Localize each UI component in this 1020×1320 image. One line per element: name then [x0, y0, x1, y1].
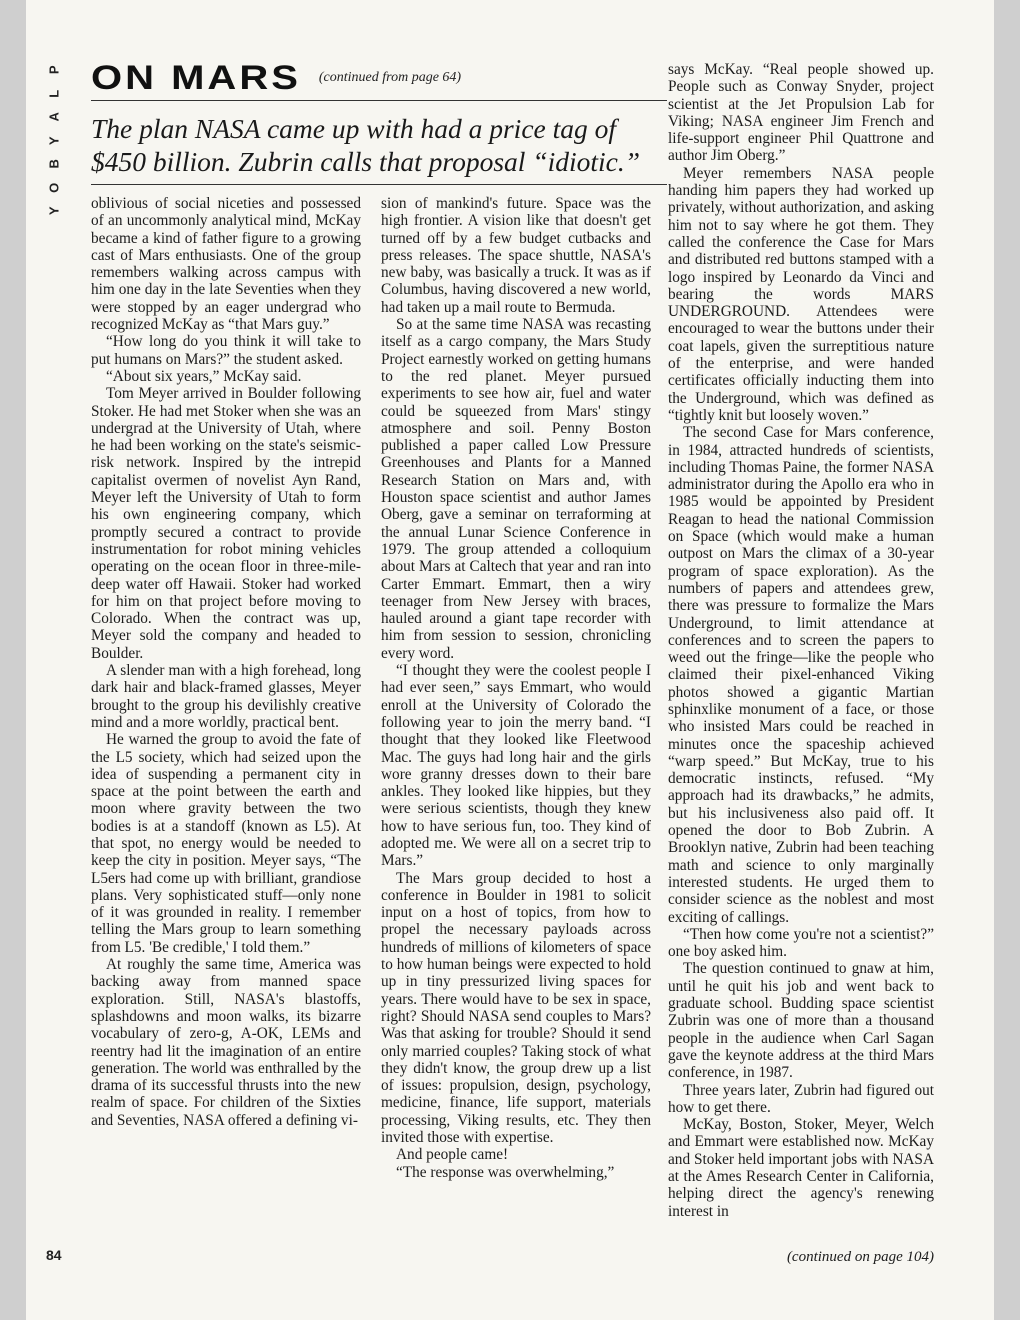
article-header — [91, 58, 671, 98]
deck-rule-top — [91, 100, 667, 101]
paragraph: “How long do you think it will take to put humans on Mars?” the student asked. — [91, 333, 361, 368]
paragraph: “About six years,” McKay said. — [106, 367, 302, 385]
paragraph: “I thought they were the coolest people I had ever seen,” says Emmart, who would enroll at the University of Colorado the following year to join the merry band. “I thought that they looked like Fleetwood Mac. The guys had long hair and the girls wore granny dresses down to their bare ankles. They looked like hippies, but they were serious scientists, though they knew how to have serious fun, too. They kind of adopted me. We were all on a secret trip to Mars.” — [381, 662, 651, 870]
paragraph: Meyer remembers NASA people handing him papers they had worked up privately, without authorization, and asking him not to say where he got them. They called the conference the Case for Mars and distributed red buttons stamped with a logo inspired by Leonardo da Vinci and bearing the words MARS UNDERGROUND. Attendees were encouraged to wear the buttons under their coat lapels, given the surreptitious nature of the enterprise, and were handed certificates officially inducting them into the Underground, which was defined as “tightly knit but loosely woven.” — [668, 164, 934, 424]
paragraph: A slender man with a high forehead, long dark hair and black-framed glasses, Meyer brought to the group his devilishly creative mind and a more worldly, practical bent. — [91, 662, 361, 731]
paragraph: The Mars group decided to host a conference in Boulder in 1981 to solicit input on a host of topics, from how to propel the necessary payloads across hundreds of millions of kilometers of space to how human beings were expected to hold up in tiny pressurized living spaces for years. There would have to be sex in space, right? Should NASA send couples to Mars? Was that asking for trouble? Should it send only married couples? Taking stock of what they didn't know, the group drew up a list of issues: propulsion, design, psychology, medicine, finance, life support, materials processing, Viking results, etc. They then invited those with expertise. — [381, 869, 651, 1147]
paragraph: At roughly the same time, America was backing away from manned space exploration. Still, NASA's blastoffs, splashdowns and moon walks, its bizarre vocabulary of zero-g, A-OK, LEMs and reentry had lit the imagination of an entire generation. The world was enthralled by the drama of its successful thrusts into the new realm of space. For children of the Sixties and Seventies, NASA offered a defining vi- — [91, 956, 361, 1129]
paragraph: Tom Meyer arrived in Boulder following Stoker. He had met Stoker when she was an undergrad at the University of Utah, where he had been working on the state's seismic-risk network. Inspired by the intrepid capitalist overmen of novelist Ayn Rand, Meyer left the University of Utah to form his own engineering company, which promptly secured a contract to provide instrumentation for robot mining vehicles operating on the ocean floor in three-mile-deep water off Hawaii. Stoker had worked for him on that project before moving to Colorado. When the contract was up, Meyer sold the company and headed to Boulder. — [91, 385, 361, 662]
magazine-name-vertical — [46, 58, 62, 223]
magazine-letter: L — [46, 89, 62, 98]
text-column-1 — [91, 195, 361, 1129]
text-column-2 — [381, 195, 651, 1181]
paragraph: The question continued to gnaw at him, until he quit his job and went back to graduate school. Budding space scientist Zubrin was one of more than a thousand people in the audience when Carl Sagan gave the keynote address at the third Mars conference, in 1987. — [668, 960, 934, 1082]
text-column-3 — [668, 61, 934, 1220]
paragraph: McKay, Boston, Stoker, Meyer, Welch and Emmart were established now. McKay and Stoker held important jobs with NASA at the Ames Research Center in California, helping direct the agency's renewing interest in — [668, 1116, 934, 1220]
magazine-letter: Y — [46, 135, 62, 145]
section-title: ON MARS — [91, 59, 301, 97]
paragraph: So at the same time NASA was recasting itself as a cargo company, the Mars Study Project earnestly worked on getting humans to the red planet. Meyer pursued experiments to see how air, fuel and water could be squeezed from Mars' stingy atmosphere and soil. Penny Boston published a paper called Low Pressure Greenhouses and Plants for a Manned Research Station on Mars and, with Houston space scientist and author James Oberg, gave a seminar on terraforming at the annual Lunar Science Conference in 1979. The group attended a colloquium about Mars at Caltech that year and ran into Carter Emmart. Emmart, then a wiry teenager from New Jersey with braces, hauled around a giant tape recorder with him from session to session, chronicling every word. — [381, 316, 651, 662]
magazine-letter: B — [46, 159, 62, 169]
paragraph: oblivious of social niceties and possessed of an uncommonly analytical mind, McKay became a kind of father figure to a growing cast of Mars enthusiasts. One of the group remembers walking across campus with him one day in the late Seventies when they were stopped by an eager undergrad who recognized McKay as “that Mars guy.” — [91, 195, 361, 334]
paragraph: “The response was overwhelming,” — [396, 1163, 615, 1181]
deck-rule-bottom — [91, 184, 667, 185]
magazine-letter: Y — [46, 206, 62, 216]
magazine-page — [26, 0, 994, 1320]
magazine-letter: A — [46, 112, 62, 122]
paragraph: The second Case for Mars conference, in 1984, attracted hundreds of scientists, including Thomas Paine, the former NASA administrator during the Apollo era who in 1985 would be appointed by President Reagan to head the national Commission on Space (which would make a human outpost on Mars the climax of a 30-year program of space exploration). As the numbers of papers and attendees grew, there was pressure to formalize the Mars Underground, to limit attendance at conferences and to screen the papers to weed out the fringe—like the people who claimed their pixel-enhanced Viking photos showed a gigantic Martian sphinxlike monument of a face, or those who insisted Mars could be reached in minutes once the spaceship achieved “warp speed.” But McKay, true to his democratic instincts, refused. “My approach had its drawbacks,” he admits, but his inclusiveness also paid off. It opened the door to Bob Zubrin. A Brooklyn native, Zubrin had been teaching math and science to only marginally interested students. He urged them to consider science as the noblest and most exciting of callings. — [668, 424, 934, 926]
paragraph: “Then how come you're not a scientist?” one boy asked him. — [668, 925, 934, 961]
pull-quote-deck: The plan NASA came up with had a price tag of $450 billion. Zubrin calls that proposal “idiotic.” — [91, 113, 641, 177]
page-number: 84 — [46, 1247, 62, 1263]
paragraph: Three years later, Zubrin had figured out how to get there. — [668, 1081, 934, 1116]
magazine-letter: O — [46, 182, 62, 193]
paragraph: He warned the group to avoid the fate of the L5 society, which had seized upon the idea of suspending a permanent city in space at the point between the earth and moon where gravity between the two bodies is at a standoff (known as L5). At that spot, no energy would be needed to keep the city in position. Meyer says, “The L5ers had come up with brilliant, grandiose plans. Very sophisticated stuff—only none of it was grounded in reality. I remember telling the Mars group to learn something from L5. 'Be credible,' I told them.” — [91, 731, 361, 956]
paragraph: says McKay. “Real people showed up. People such as Conway Snyder, project scientist at the Jet Propulsion Lab for Viking; NASA engineer Jim French and life-support engineer Phil Quattrone and author Jim Oberg.” — [668, 61, 934, 165]
continued-from-note: (continued from page 64) — [318, 70, 462, 85]
magazine-letter: P — [46, 65, 62, 75]
continued-to-note: (continued on page 104) — [786, 1249, 934, 1265]
paragraph: sion of mankind's future. Space was the high frontier. A vision like that doesn't get turned off by a few budget cutbacks and press releases. The space shuttle, NASA's new baby, was basically a truck. It was as if Columbus, having discovered a new world, had taken up a mail route to Bermuda. — [381, 195, 651, 316]
paragraph: And people came! — [396, 1146, 509, 1164]
